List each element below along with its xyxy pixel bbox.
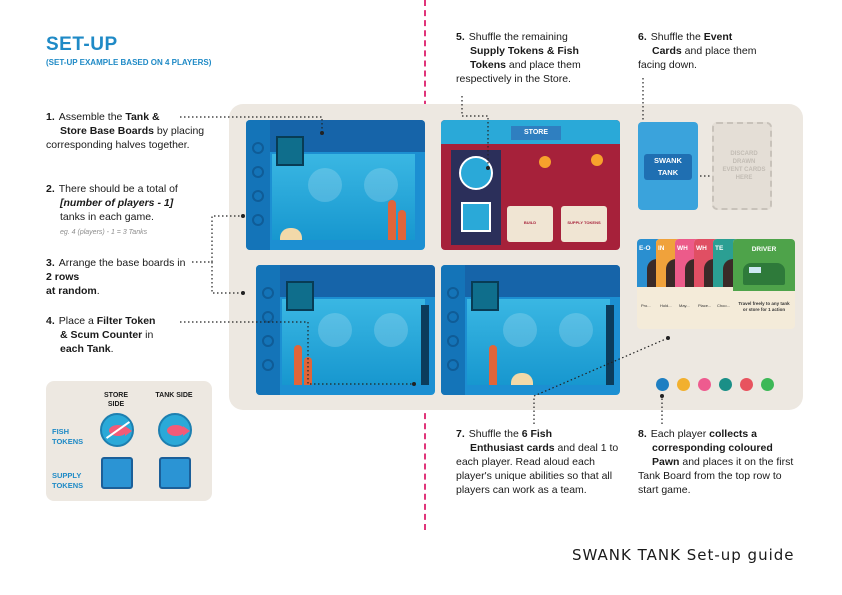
step-5: 5. Shuffle the remaining Supply Tokens & Fish Tokens and place them respectively in the Store. <box>456 31 581 85</box>
page-subtitle: (SET-UP EXAMPLE BASED ON 4 PLAYERS) <box>46 58 212 67</box>
supply-token-store-side <box>101 457 133 489</box>
enthusiast-card-title: TE <box>715 245 724 252</box>
player-pawn <box>698 378 711 391</box>
enthusiast-card-desc: Choo... <box>717 303 730 308</box>
scum-counter <box>421 305 429 385</box>
fish-tail-icon <box>183 426 190 436</box>
discard-text: DISCARD DRAWN EVENT CARDS HERE <box>722 151 766 181</box>
board-rail <box>441 265 465 395</box>
store-lamp <box>539 156 551 168</box>
rail-slot <box>262 359 274 371</box>
step-8: 8. Each player collects a corresponding coloured Pawn and places it on the first Tank Board from the top row to start game. <box>638 428 794 496</box>
plant-decoration <box>304 357 312 385</box>
step-3: 3. Arrange the base boards in 2 rows at random. <box>46 257 186 297</box>
fish-slot <box>503 313 537 347</box>
supply-token-tank-side <box>159 457 191 489</box>
enthusiast-card-desc: Place... <box>698 303 712 308</box>
fish-slot <box>308 168 342 202</box>
fish-slot <box>559 313 593 347</box>
step-6: 6. Shuffle the Event Cards and place them facing down. <box>638 31 757 71</box>
rock-decoration <box>280 228 302 240</box>
legend-row-fish: FISH TOKENS <box>52 427 84 446</box>
tank-board-bottom-left <box>256 265 435 395</box>
plant-decoration <box>388 200 396 240</box>
store-lamp <box>591 154 603 166</box>
filter-token <box>276 136 304 166</box>
rail-slot <box>262 311 274 323</box>
supply-token-stack <box>461 202 491 232</box>
enthusiast-card-title: WH <box>696 245 707 252</box>
footer-caption: SWANK TANK Set-up guide <box>572 546 795 564</box>
legend-col-store: STORE SIDE <box>104 392 128 408</box>
discard-area <box>712 122 772 210</box>
plant-decoration <box>489 345 497 385</box>
store-slot-build: BUILD <box>507 206 553 242</box>
van-illustration <box>743 263 785 285</box>
fish-tail-icon <box>125 426 132 436</box>
rail-slot <box>252 166 264 178</box>
board-rail <box>256 265 280 395</box>
filter-token <box>471 281 499 311</box>
player-pawn <box>719 378 732 391</box>
legend-col-tank: TANK SIDE <box>155 392 193 399</box>
player-pawn <box>740 378 753 391</box>
fish-token-store-side <box>100 413 134 447</box>
player-pawn <box>677 378 690 391</box>
rock-decoration <box>511 373 533 385</box>
step-7: 7. Shuffle the 6 Fish Enthusiast cards and deal 1 to each player. Read aloud each player's unique abilities so that all players can work as a team. <box>456 428 619 496</box>
rail-slot <box>447 335 459 347</box>
scum-counter <box>606 305 614 385</box>
tank-board-bottom-right <box>441 265 620 395</box>
rail-slot <box>262 287 274 299</box>
fish-slot <box>374 313 408 347</box>
rail-slot <box>447 311 459 323</box>
swank-tank-logo: SWANK TANK <box>644 154 692 180</box>
player-pawn <box>656 378 669 391</box>
enthusiast-card-desc: May... <box>679 303 690 308</box>
store-board <box>441 120 620 250</box>
player-pawn <box>761 378 774 391</box>
driver-card <box>733 239 795 329</box>
driver-card-desc: Travel freely to any tank or store for 1 action <box>738 301 790 312</box>
enthusiast-card-title: E-O <box>639 245 651 252</box>
step-2: 2. There should be a total of [number of players - 1] tanks in each game. <box>46 183 178 223</box>
enthusiast-card-desc: Pro... <box>641 303 651 308</box>
page-title: SET-UP <box>46 34 118 55</box>
store-sign: STORE <box>511 126 561 140</box>
board-rail <box>246 120 270 250</box>
step-2-note: eg. 4 (players) - 1 = 3 Tanks <box>60 229 148 236</box>
rail-slot <box>252 190 264 202</box>
fish-token-stack <box>459 156 493 190</box>
filter-token <box>286 281 314 311</box>
rail-slot <box>262 335 274 347</box>
enthusiast-card-title: WH <box>677 245 688 252</box>
plant-decoration <box>294 345 302 385</box>
token-legend <box>46 381 212 501</box>
fish-slot <box>364 168 398 202</box>
tank-board-top-left <box>246 120 425 250</box>
rail-slot <box>252 214 264 226</box>
step-1: 1. Assemble the Tank & Store Base Boards by placing corresponding halves together. <box>46 111 205 151</box>
rail-slot <box>252 142 264 154</box>
event-card-deck <box>638 122 698 210</box>
store-slot-supply: SUPPLY TOKENS <box>561 206 607 242</box>
legend-row-supply: SUPPLY TOKENS <box>52 471 84 490</box>
driver-card-title: DRIVER <box>751 246 777 253</box>
enthusiast-card-title: IN <box>658 245 665 252</box>
rail-slot <box>447 287 459 299</box>
rail-slot <box>447 359 459 371</box>
step-4: 4. Place a Filter Token & Scum Counter in each Tank. <box>46 315 156 355</box>
fish-slot <box>318 313 352 347</box>
plant-decoration <box>398 210 406 240</box>
enthusiast-card-desc: Hold... <box>660 303 672 308</box>
fish-token-tank-side <box>158 413 192 447</box>
